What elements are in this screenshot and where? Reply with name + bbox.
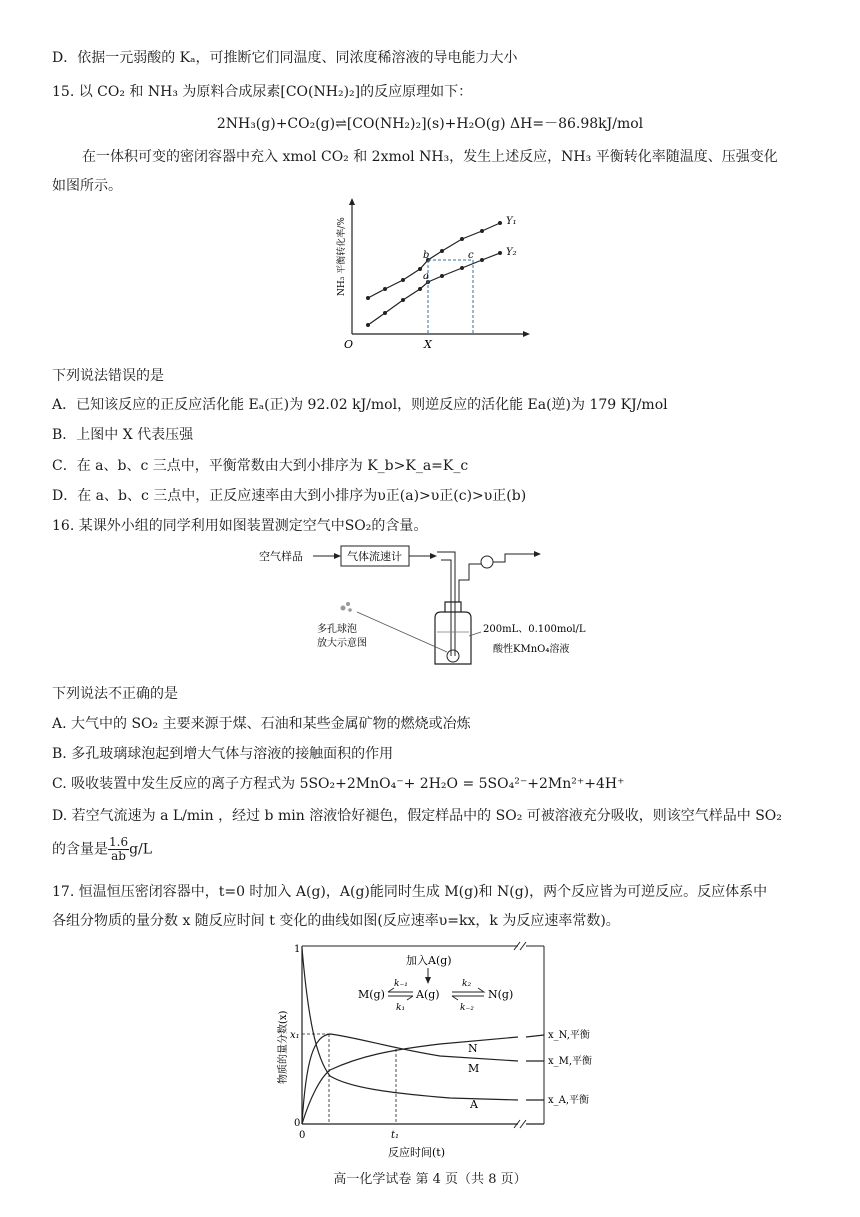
q15-equation: 2NH₃(g)+CO₂(g)⇌[CO(NH₂)₂](s)+H₂O(g) ΔH=－86.98kJ/mol xyxy=(216,116,644,132)
q15-question: 下列说法错误的是 xyxy=(52,368,164,384)
q15-option-d: D．在 a、b、c 三点中，正反应速率由大到小排序为υ正(a)>υ正(c)>υ正(b) xyxy=(52,488,527,504)
q16-air-sample: 空气样品 xyxy=(259,550,303,563)
q15-description-line2: 如图所示。 xyxy=(52,178,122,194)
q17-t1: t₁ xyxy=(391,1130,400,1141)
q17-origin-y: 0 xyxy=(294,1118,301,1129)
q16-question: 下列说法不正确的是 xyxy=(52,686,178,702)
q17-origin-x: 0 xyxy=(299,1130,306,1141)
q16-option-a: A. 大气中的 SO₂ 主要来源于煤、石油和某些金属矿物的燃烧或冶炼 xyxy=(52,716,471,732)
q17-scheme-m: M(g) xyxy=(358,988,385,1001)
q16-fraction-numerator: 1.6 xyxy=(109,835,129,849)
q15-x-label: X xyxy=(424,338,432,351)
q16-bubble-note-1: 多孔球泡 xyxy=(317,624,357,635)
q15-y-arrow xyxy=(349,198,355,205)
q17-equilibrium-arrow-left xyxy=(388,988,413,1000)
q17-eq-m: x_M,平衡 xyxy=(548,1056,593,1067)
q16-fraction-denominator: ab xyxy=(111,849,126,863)
q17-scheme-a: A(g) xyxy=(416,988,440,1001)
q17-k2: k₂ xyxy=(462,979,472,989)
q15-option-a: A．已知该反应的正反应活化能 Eₐ(正)为 92.02 kJ/mol，则逆反应的活化能 Ea(逆)为 179 KJ/mol xyxy=(52,397,668,413)
q14-option-d: D．依据一元弱酸的 Kₐ，可推断它们同温度、同浓度稀溶液的导电能力大小 xyxy=(52,50,518,66)
q17-y-label: 物质的量分数(x) xyxy=(278,1010,289,1084)
q15-description-line1: 在一体积可变的密闭容器中充入 xmol CO₂ 和 2xmol NH₃，发生上述反应，NH₃ 平衡转化率随温度、压强变化 xyxy=(82,149,778,165)
q17-equilibrium-arrow-right xyxy=(452,988,484,1000)
q17-k1: k₁ xyxy=(396,1003,406,1013)
q15-origin: O xyxy=(344,338,354,351)
q17-x1: x₁ xyxy=(290,1030,300,1041)
q15-data-points xyxy=(366,221,502,327)
q15-label-y2: Y₂ xyxy=(506,247,517,258)
q17-scheme-n: N(g) xyxy=(488,988,514,1001)
q17-k-minus1: k₋₁ xyxy=(394,979,408,989)
q17-label-m: M xyxy=(468,1062,480,1075)
q15-graph xyxy=(330,198,530,356)
q17-y-top: 1 xyxy=(294,944,301,955)
q15-x-arrow xyxy=(523,331,530,337)
q16-solution-1: 200mL、0.100mol/L xyxy=(483,624,586,635)
q17-graph xyxy=(270,938,610,1166)
q16-flowmeter: 气体流速计 xyxy=(347,550,402,563)
q15-point-b: b xyxy=(423,250,430,261)
q15-y-label: NH₃ 平衡转化率/% xyxy=(337,217,347,296)
q17-stem-line1: 17. 恒温恒压密闭容器中，t=0 时加入 A(g)，A(g)能同时生成 M(g)和 N(g)，两个反应皆为可逆反应。反应体系中 xyxy=(52,884,768,900)
q17-label-n: N xyxy=(468,1042,478,1055)
q15-point-a: a xyxy=(423,271,429,282)
q16-option-b: B. 多孔玻璃球泡起到增大气体与溶液的接触面积的作用 xyxy=(52,746,394,762)
q16-bubble-sketch xyxy=(341,602,352,612)
q15-curve-y2 xyxy=(368,253,500,325)
q16-fraction xyxy=(108,836,129,863)
q16-option-d-unit: g/L xyxy=(129,841,153,858)
q17-x-label: 反应时间(t) xyxy=(388,1146,446,1159)
q15-point-c: c xyxy=(468,250,474,261)
q16-option-d-prefix: 的含量是 xyxy=(52,841,108,858)
q15-label-y1: Y₁ xyxy=(506,216,517,227)
q16-option-d-line2 xyxy=(52,836,152,863)
q15-option-c: C．在 a、b、c 三点中，平衡常数由大到小排序为 K_b>K_a=K_c xyxy=(52,458,469,474)
q16-solution-2: 酸性KMnO₄溶液 xyxy=(493,644,570,655)
q17-eq-n: x_N,平衡 xyxy=(548,1030,590,1041)
q17-k-minus2: k₋₂ xyxy=(460,1003,474,1013)
q17-curve-a xyxy=(302,948,518,1100)
q16-bubbler xyxy=(447,650,459,662)
q16-stem: 16. 某课外小组的同学利用如图装置测定空气中SO₂的含量。 xyxy=(52,518,428,534)
q17-add-label: 加入A(g) xyxy=(406,954,452,967)
q16-option-c: C. 吸收装置中发生反应的离子方程式为 5SO₂+2MnO₄⁻+ 2H₂O = 5SO₄²⁻+2Mn²⁺+4H⁺ xyxy=(52,776,625,792)
q17-label-a: A xyxy=(470,1098,478,1111)
q17-stem-line2: 各组分物质的量分数 x 随反应时间 t 变化的曲线如图(反应速率υ=kx，k 为反应速率常数)。 xyxy=(52,913,620,929)
q16-option-d-line1: D. 若空气流速为 a L/min ，经过 b min 溶液恰好褪色，假定样品中的 SO₂ 可被溶液充分吸收，则该空气样品中 SO₂ xyxy=(52,808,782,824)
q15-stem: 15. 以 CO₂ 和 NH₃ 为原料合成尿素[CO(NH₂)₂]的反应原理如下： xyxy=(52,84,473,100)
page-footer: 高一化学试卷 第 4 页（共 8 页） xyxy=(333,1172,527,1187)
q17-eq-a: x_A,平衡 xyxy=(548,1095,590,1106)
q16-bottle xyxy=(435,602,471,664)
q15-option-b: B．上图中 X 代表压强 xyxy=(52,427,194,443)
q16-bubble-note-2: 放大示意图 xyxy=(317,638,367,649)
q16-apparatus xyxy=(255,540,595,670)
